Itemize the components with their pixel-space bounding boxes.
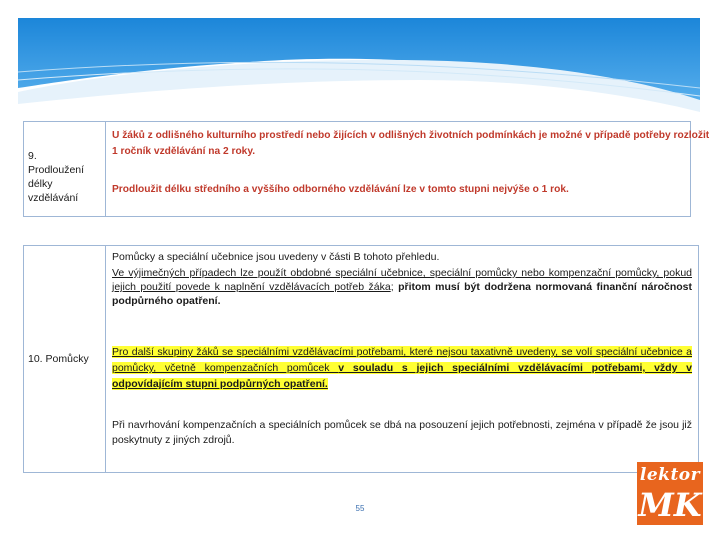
extension-row2: Prodloužit délku středního a vyššího odborného vzdělávání lze v tomto stupni nejvýše o 1 rok. xyxy=(112,184,569,195)
aids-paragraph-3-highlighted xyxy=(112,344,692,392)
aids-paragraph-3-bold: v souladu s jejich speciálními vzdělávacími potřebami, vždy v odpovídajícím stupni podpůrných opatření. xyxy=(112,362,693,390)
extension-title-line1: Prodloužení xyxy=(28,164,85,176)
extension-row1-line2: 1 ročník vzdělávání na 2 roky. xyxy=(112,146,256,157)
logo-top-text: lektor xyxy=(639,465,701,485)
aids-table xyxy=(23,245,699,473)
logo-bottom-text: MK xyxy=(638,486,702,524)
aids-paragraph-2-underlined: Ve výjimečných případech lze použít obdobné speciální učebnice, speciální pomůcky nebo kompenzační pomůcky, pokud jejich použití povede k naplnění vzdělávacích potřeb žáka xyxy=(112,267,692,293)
aids-title: 10. Pomůcky xyxy=(28,353,89,365)
page-number: 55 xyxy=(355,504,365,513)
extension-number: 9. xyxy=(28,150,37,162)
extension-table xyxy=(23,121,710,217)
aids-paragraph-2-sep: ; xyxy=(390,281,399,293)
extension-row1-line1: U žáků z odlišného kulturního prostředí nebo žijících v odlišných životních podmínkách je možné v případě potřeby rozložit xyxy=(112,130,710,141)
aids-paragraph-1: Pomůcky a speciální učebnice jsou uvedeny v části B tohoto přehledu. xyxy=(112,251,440,263)
aids-paragraph-2 xyxy=(112,266,692,308)
extension-content-cell xyxy=(106,122,710,216)
aids-paragraph-2-bold: přitom musí být dodržena normovaná finanční náročnost podpůrného opatření. xyxy=(112,281,692,307)
aids-label-cell xyxy=(24,246,106,472)
aids-content-cell xyxy=(106,246,698,472)
aids-paragraph-3-regular: Pro další skupiny žáků se speciálními vzdělávacími potřebami, které nejsou taxativně uvedeny, se volí speciální učebnice a pomůcky, včetně kompenzačních pomůcek xyxy=(112,346,692,374)
aids-paragraph-4: Při navrhování kompenzačních a speciálních pomůcek se dbá na posouzení jejich potřebnosti, zejména v případě že jsou již poskytnuty z jiných zdrojů. xyxy=(112,419,692,446)
header-wave-band xyxy=(0,0,720,130)
extension-label-cell xyxy=(24,122,106,216)
extension-title-line2: délky vzdělávání xyxy=(28,178,79,204)
lektor-mk-logo xyxy=(637,462,703,525)
